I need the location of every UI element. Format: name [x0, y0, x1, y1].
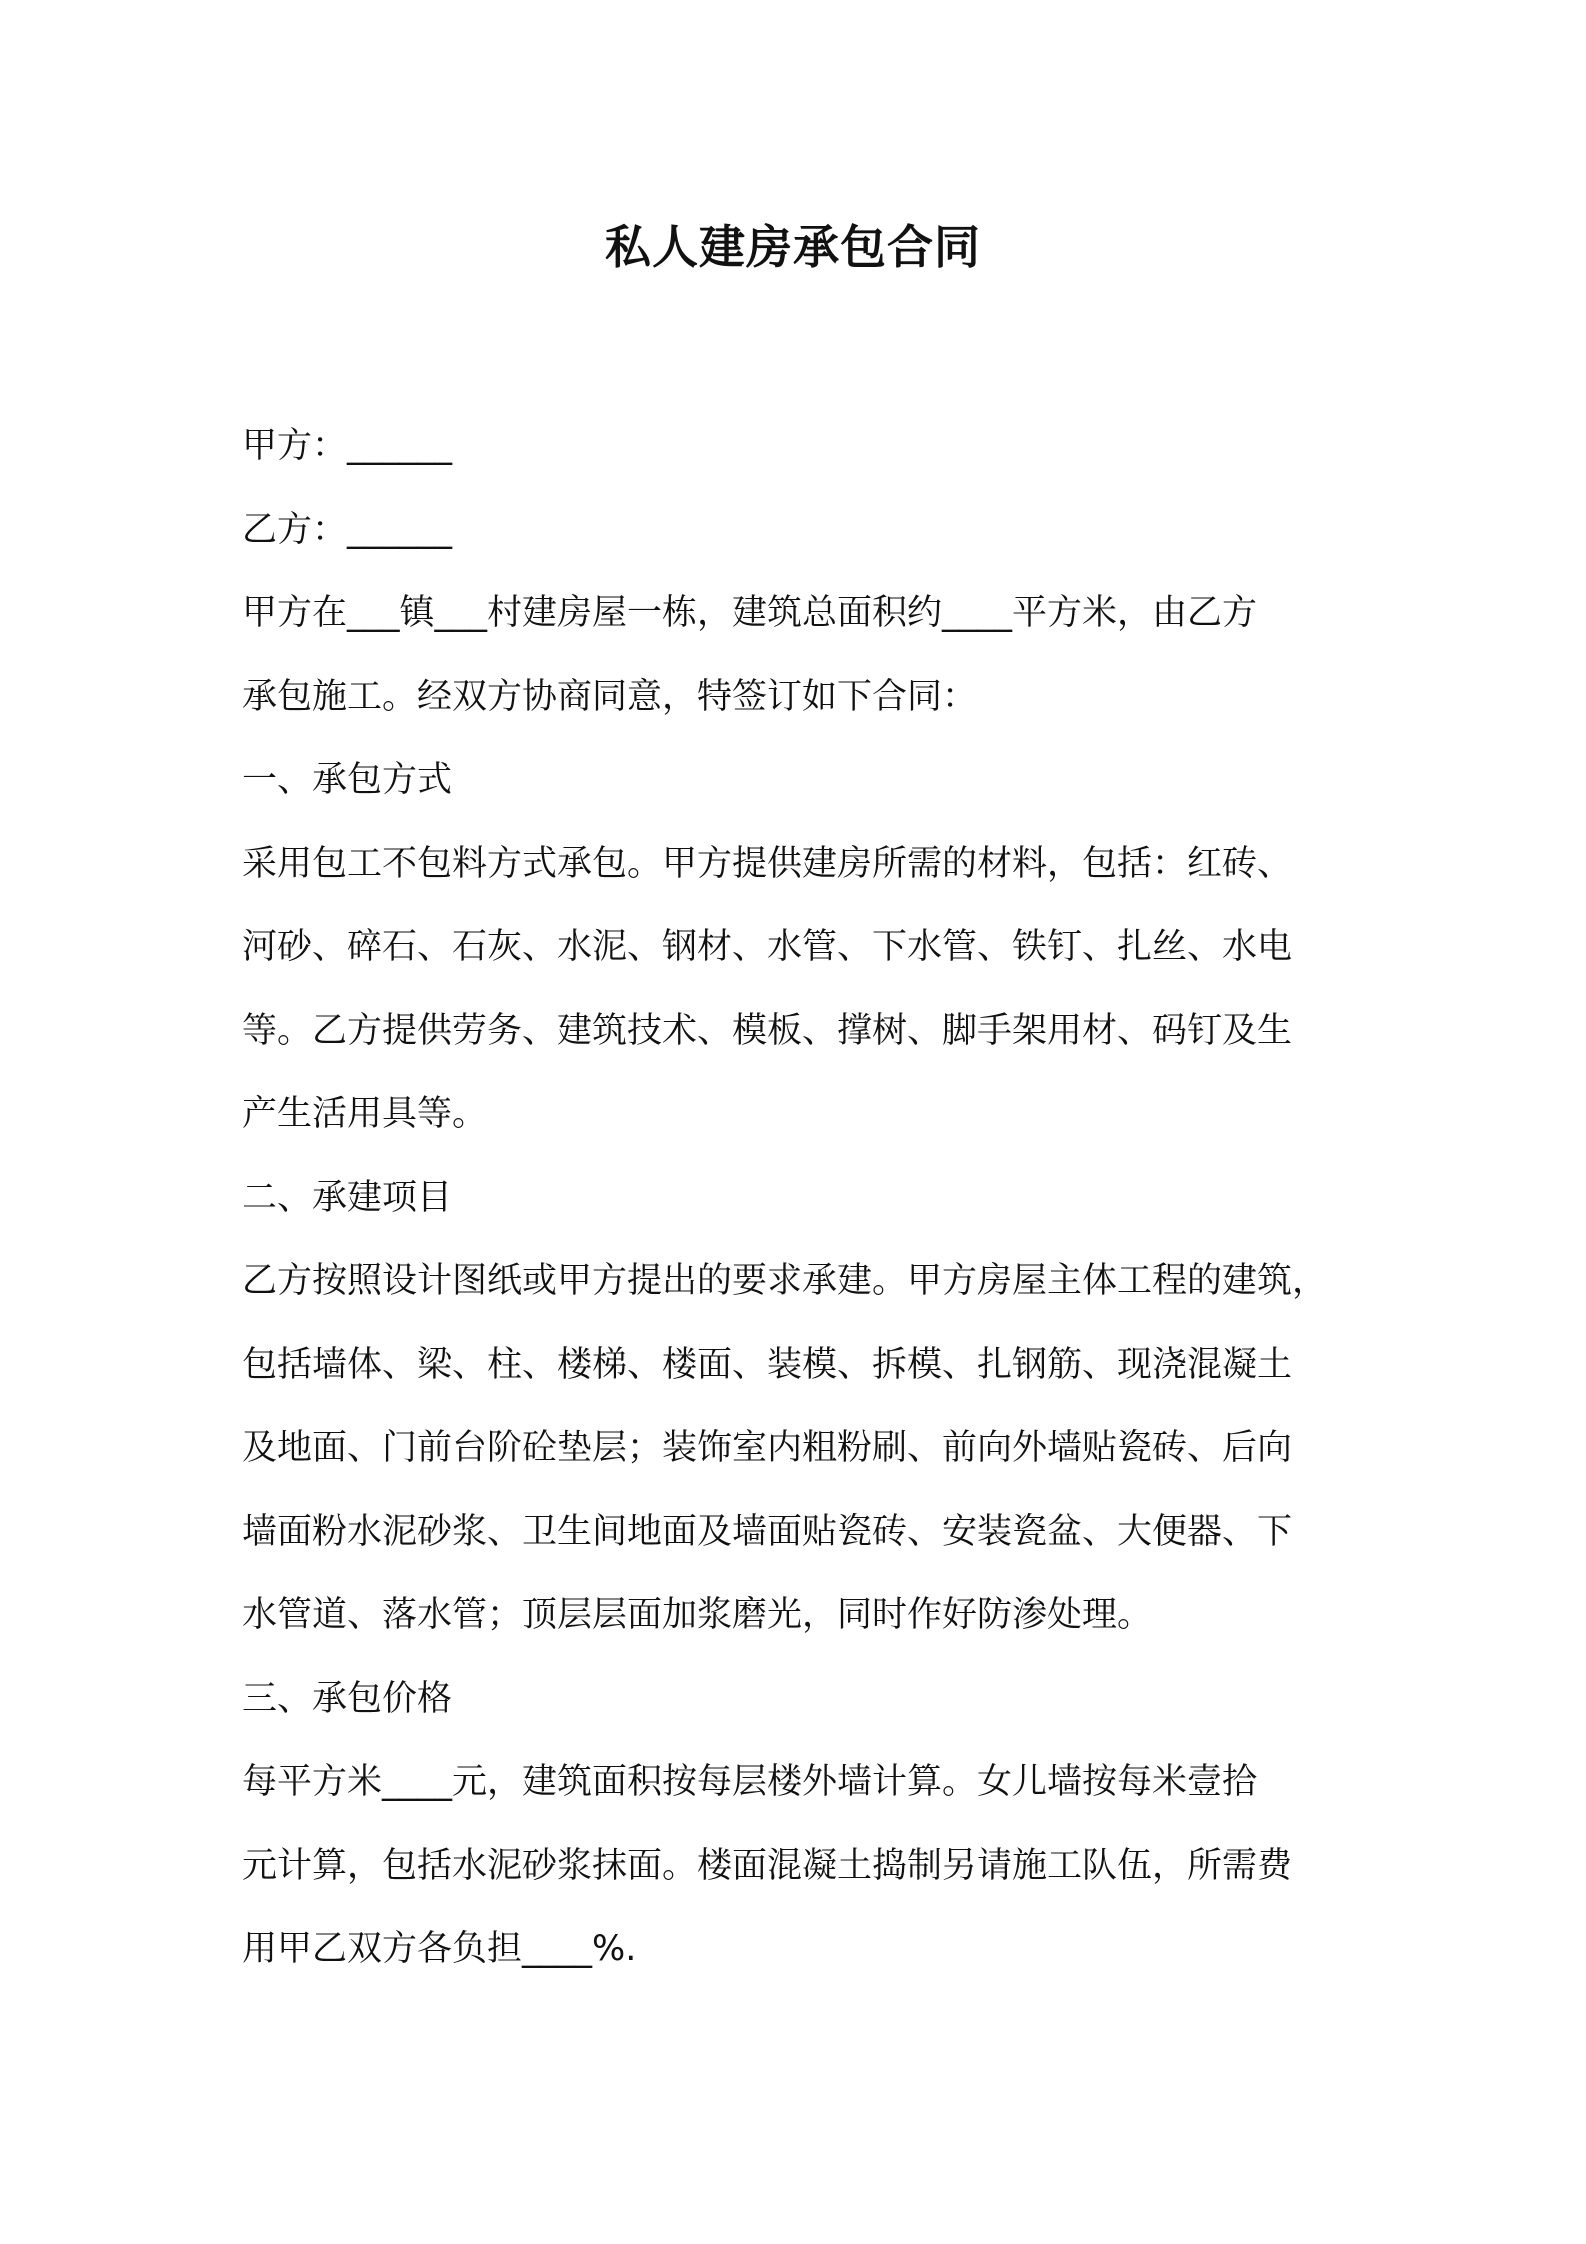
contract-method-line-3: 等。乙方提供劳务、建筑技术、模板、撑树、脚手架用材、码钉及生	[242, 1010, 1293, 1051]
contract-method-line-4: 产生活用具等。	[242, 1094, 488, 1134]
section-heading-construction-items: 二、承建项目	[242, 1177, 453, 1218]
contract-price-line-1: 每平方米____元，建筑面积按每层楼外墙计算。女儿墙按每米壹拾	[242, 1762, 1258, 1802]
contract-price-line-3: 用甲乙双方各负担____%.	[242, 1929, 637, 1969]
contract-method-line-1: 采用包工不包料方式承包。甲方提供建房所需的材料，包括：红砖、	[242, 843, 1293, 884]
section-heading-contract-method: 一、承包方式	[242, 760, 453, 800]
construction-items-line-2: 包括墙体、梁、柱、楼梯、楼面、装模、拆模、扎钢筋、现浇混凝土	[242, 1344, 1293, 1385]
intro-line-1: 甲方在___镇___村建房屋一栋，建筑总面积约____平方米，由乙方	[242, 593, 1258, 633]
intro-line-2: 承包施工。经双方协商同意，特签订如下合同：	[242, 676, 978, 717]
party-a-line: 甲方：______	[242, 426, 453, 466]
document-body	[242, 405, 1360, 1992]
contract-method-line-2: 河砂、碎石、石灰、水泥、钢材、水管、下水管、铁钉、扎丝、水电	[242, 927, 1293, 967]
section-heading-contract-price: 三、承包价格	[242, 1678, 453, 1719]
party-b-line: 乙方：______	[242, 509, 453, 550]
contract-price-line-2: 元计算，包括水泥砂浆抹面。楼面混凝土捣制另请施工队伍，所需费	[242, 1845, 1293, 1886]
construction-items-line-5: 水管道、落水管；顶层层面加浆磨光，同时作好防渗处理。	[242, 1595, 1153, 1635]
construction-items-line-1: 乙方按照设计图纸或甲方提出的要求承建。甲方房屋主体工程的建筑，	[242, 1261, 1328, 1301]
document-title: 私人建房承包合同	[605, 220, 981, 274]
construction-items-line-3: 及地面、门前台阶砼垫层；装饰室内粗粉刷、前向外墙贴瓷砖、后向	[242, 1428, 1293, 1468]
construction-items-line-4: 墙面粉水泥砂浆、卫生间地面及墙面贴瓷砖、安装瓷盆、大便器、下	[242, 1511, 1293, 1552]
